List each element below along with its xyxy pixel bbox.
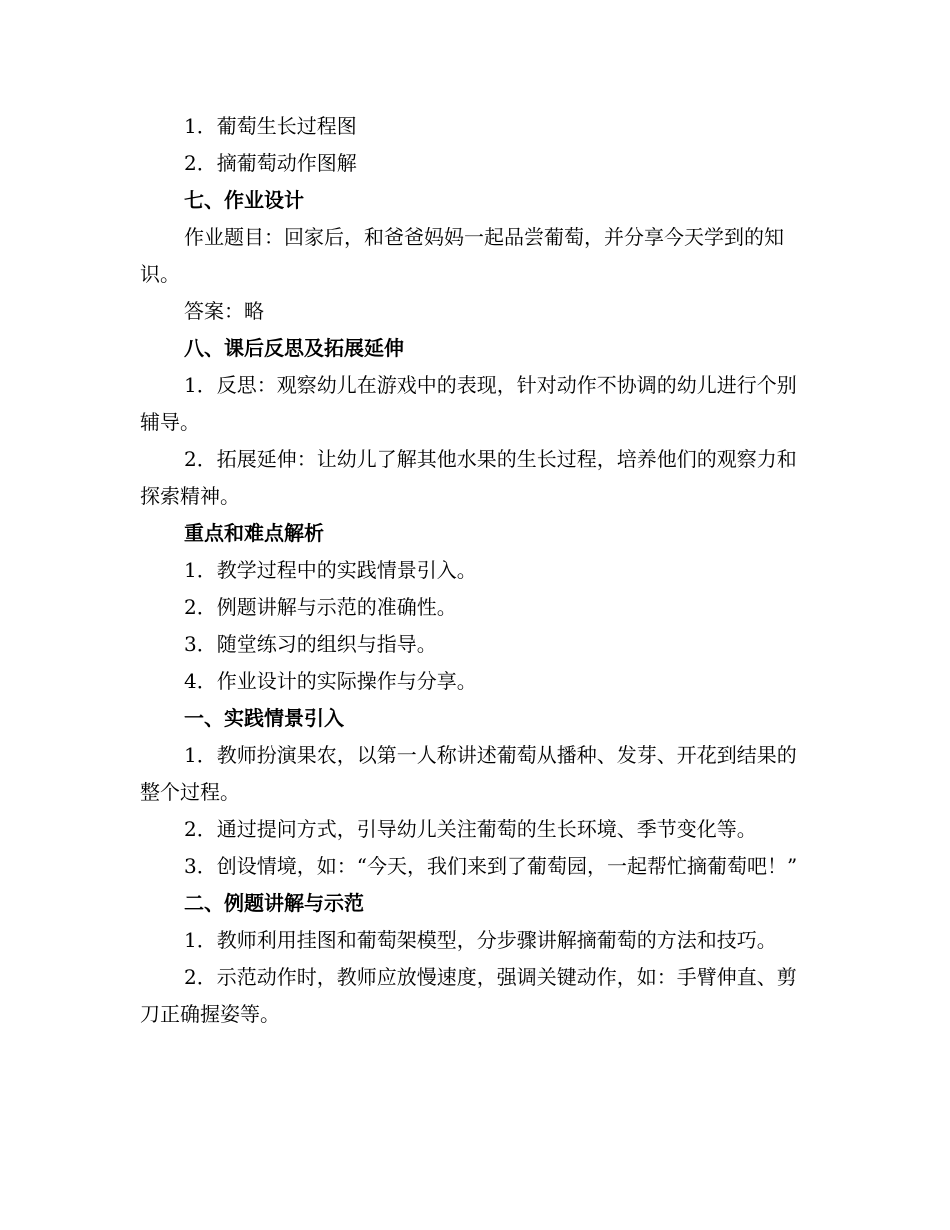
demonstration-item: 2．示范动作时，教师应放慢速度，强调关键动作，如：手臂伸直、剪刀正确握姿等。 <box>140 965 797 1026</box>
homework-answer: 答案：略 <box>184 299 264 323</box>
demonstration-item: 1．教师利用挂图和葡萄架模型，分步骤讲解摘葡萄的方法和技巧。 <box>184 928 777 952</box>
list-item-grape-growth-chart: 1．葡萄生长过程图 <box>184 114 357 138</box>
key-point-item: 2．例题讲解与示范的准确性。 <box>184 595 457 619</box>
key-point-item: 4．作业设计的实际操作与分享。 <box>184 669 477 693</box>
homework-question: 作业题目：回家后，和爸爸妈妈一起品尝葡萄，并分享今天学到的知识。 <box>140 225 784 286</box>
section-heading-demonstration: 二、例题讲解与示范 <box>184 891 364 915</box>
key-point-item: 1．教学过程中的实践情景引入。 <box>184 558 477 582</box>
key-point-item: 3．随堂练习的组织与指导。 <box>184 632 437 656</box>
reflection-item: 1．反思：观察幼儿在游戏中的表现，针对动作不协调的幼儿进行个别辅导。 <box>140 373 797 434</box>
scenario-item: 2．通过提问方式，引导幼儿关注葡萄的生长环境、季节变化等。 <box>184 817 757 841</box>
list-item-picking-diagram: 2．摘葡萄动作图解 <box>184 151 357 175</box>
scenario-item: 3．创设情境，如：“今天，我们来到了葡萄园，一起帮忙摘葡萄吧！” <box>184 854 798 878</box>
section-heading-reflection: 八、课后反思及拓展延伸 <box>184 336 404 360</box>
section-heading-key-points: 重点和难点解析 <box>184 521 324 545</box>
section-heading-scenario: 一、实践情景引入 <box>184 706 344 730</box>
section-heading-homework: 七、作业设计 <box>184 188 304 212</box>
extension-item: 2．拓展延伸：让幼儿了解其他水果的生长过程，培养他们的观察力和探索精神。 <box>140 447 797 508</box>
document-body <box>140 108 810 1033</box>
scenario-item: 1．教师扮演果农，以第一人称讲述葡萄从播种、发芽、开花到结果的整个过程。 <box>140 743 797 804</box>
